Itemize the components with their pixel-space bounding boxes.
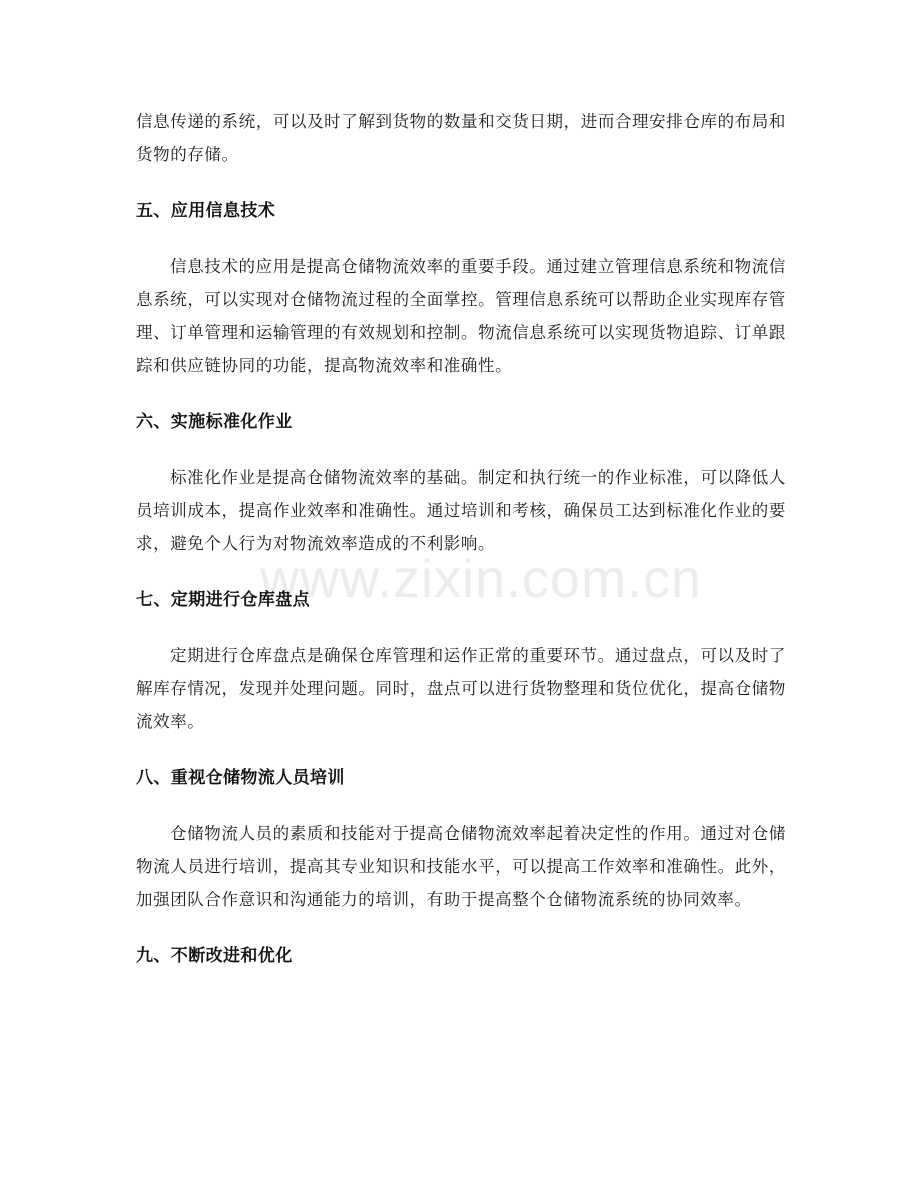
document-body <box>136 105 786 973</box>
section-paragraph-8: 仓储物流人员的素质和技能对于提高仓储物流效率起着决定性的作用。通过对仓储物流人员进行培训，提高其专业知识和技能水平，可以提高工作效率和准确性。此外，加强团队合作意识和沟通能力的培训，有助于提高整个仓储物流系统的协同效率。 <box>136 824 786 909</box>
section-paragraph-5: 信息技术的应用是提高仓储物流效率的重要手段。通过建立管理信息系统和物流信息系统，可以实现对仓储物流过程的全面掌控。管理信息系统可以帮助企业实现库存管理、订单管理和运输管理的有效规划和控制。物流信息系统可以实现货物追踪、订单跟踪和供应链协同的功能，提高物流效率和准确性。 <box>136 257 786 375</box>
section-paragraph-7: 定期进行仓库盘点是确保仓库管理和运作正常的重要环节。通过盘点，可以及时了解库存情况，发现并处理问题。同时，盘点可以进行货物整理和货位优化，提高仓储物流效率。 <box>136 646 786 731</box>
section-heading-5: 五、应用信息技术 <box>136 201 276 221</box>
section-heading-7: 七、定期进行仓库盘点 <box>136 590 310 610</box>
section-heading-9: 九、不断改进和优化 <box>136 946 293 966</box>
section-paragraph-6: 标准化作业是提高仓储物流效率的基础。制定和执行统一的作业标准，可以降低人员培训成本，提高作业效率和准确性。通过培训和考核，确保员工达到标准化作业的要求，避免个人行为对物流效率造成的不利影响。 <box>136 468 786 553</box>
watermark: www.zixin.com.cn <box>260 549 703 609</box>
section-heading-8: 八、重视仓储物流人员培训 <box>136 768 345 788</box>
paragraph-continued: 信息传递的系统，可以及时了解到货物的数量和交货日期，进而合理安排仓库的布局和货物的存储。 <box>136 112 786 164</box>
section-heading-6: 六、实施标准化作业 <box>136 412 293 432</box>
